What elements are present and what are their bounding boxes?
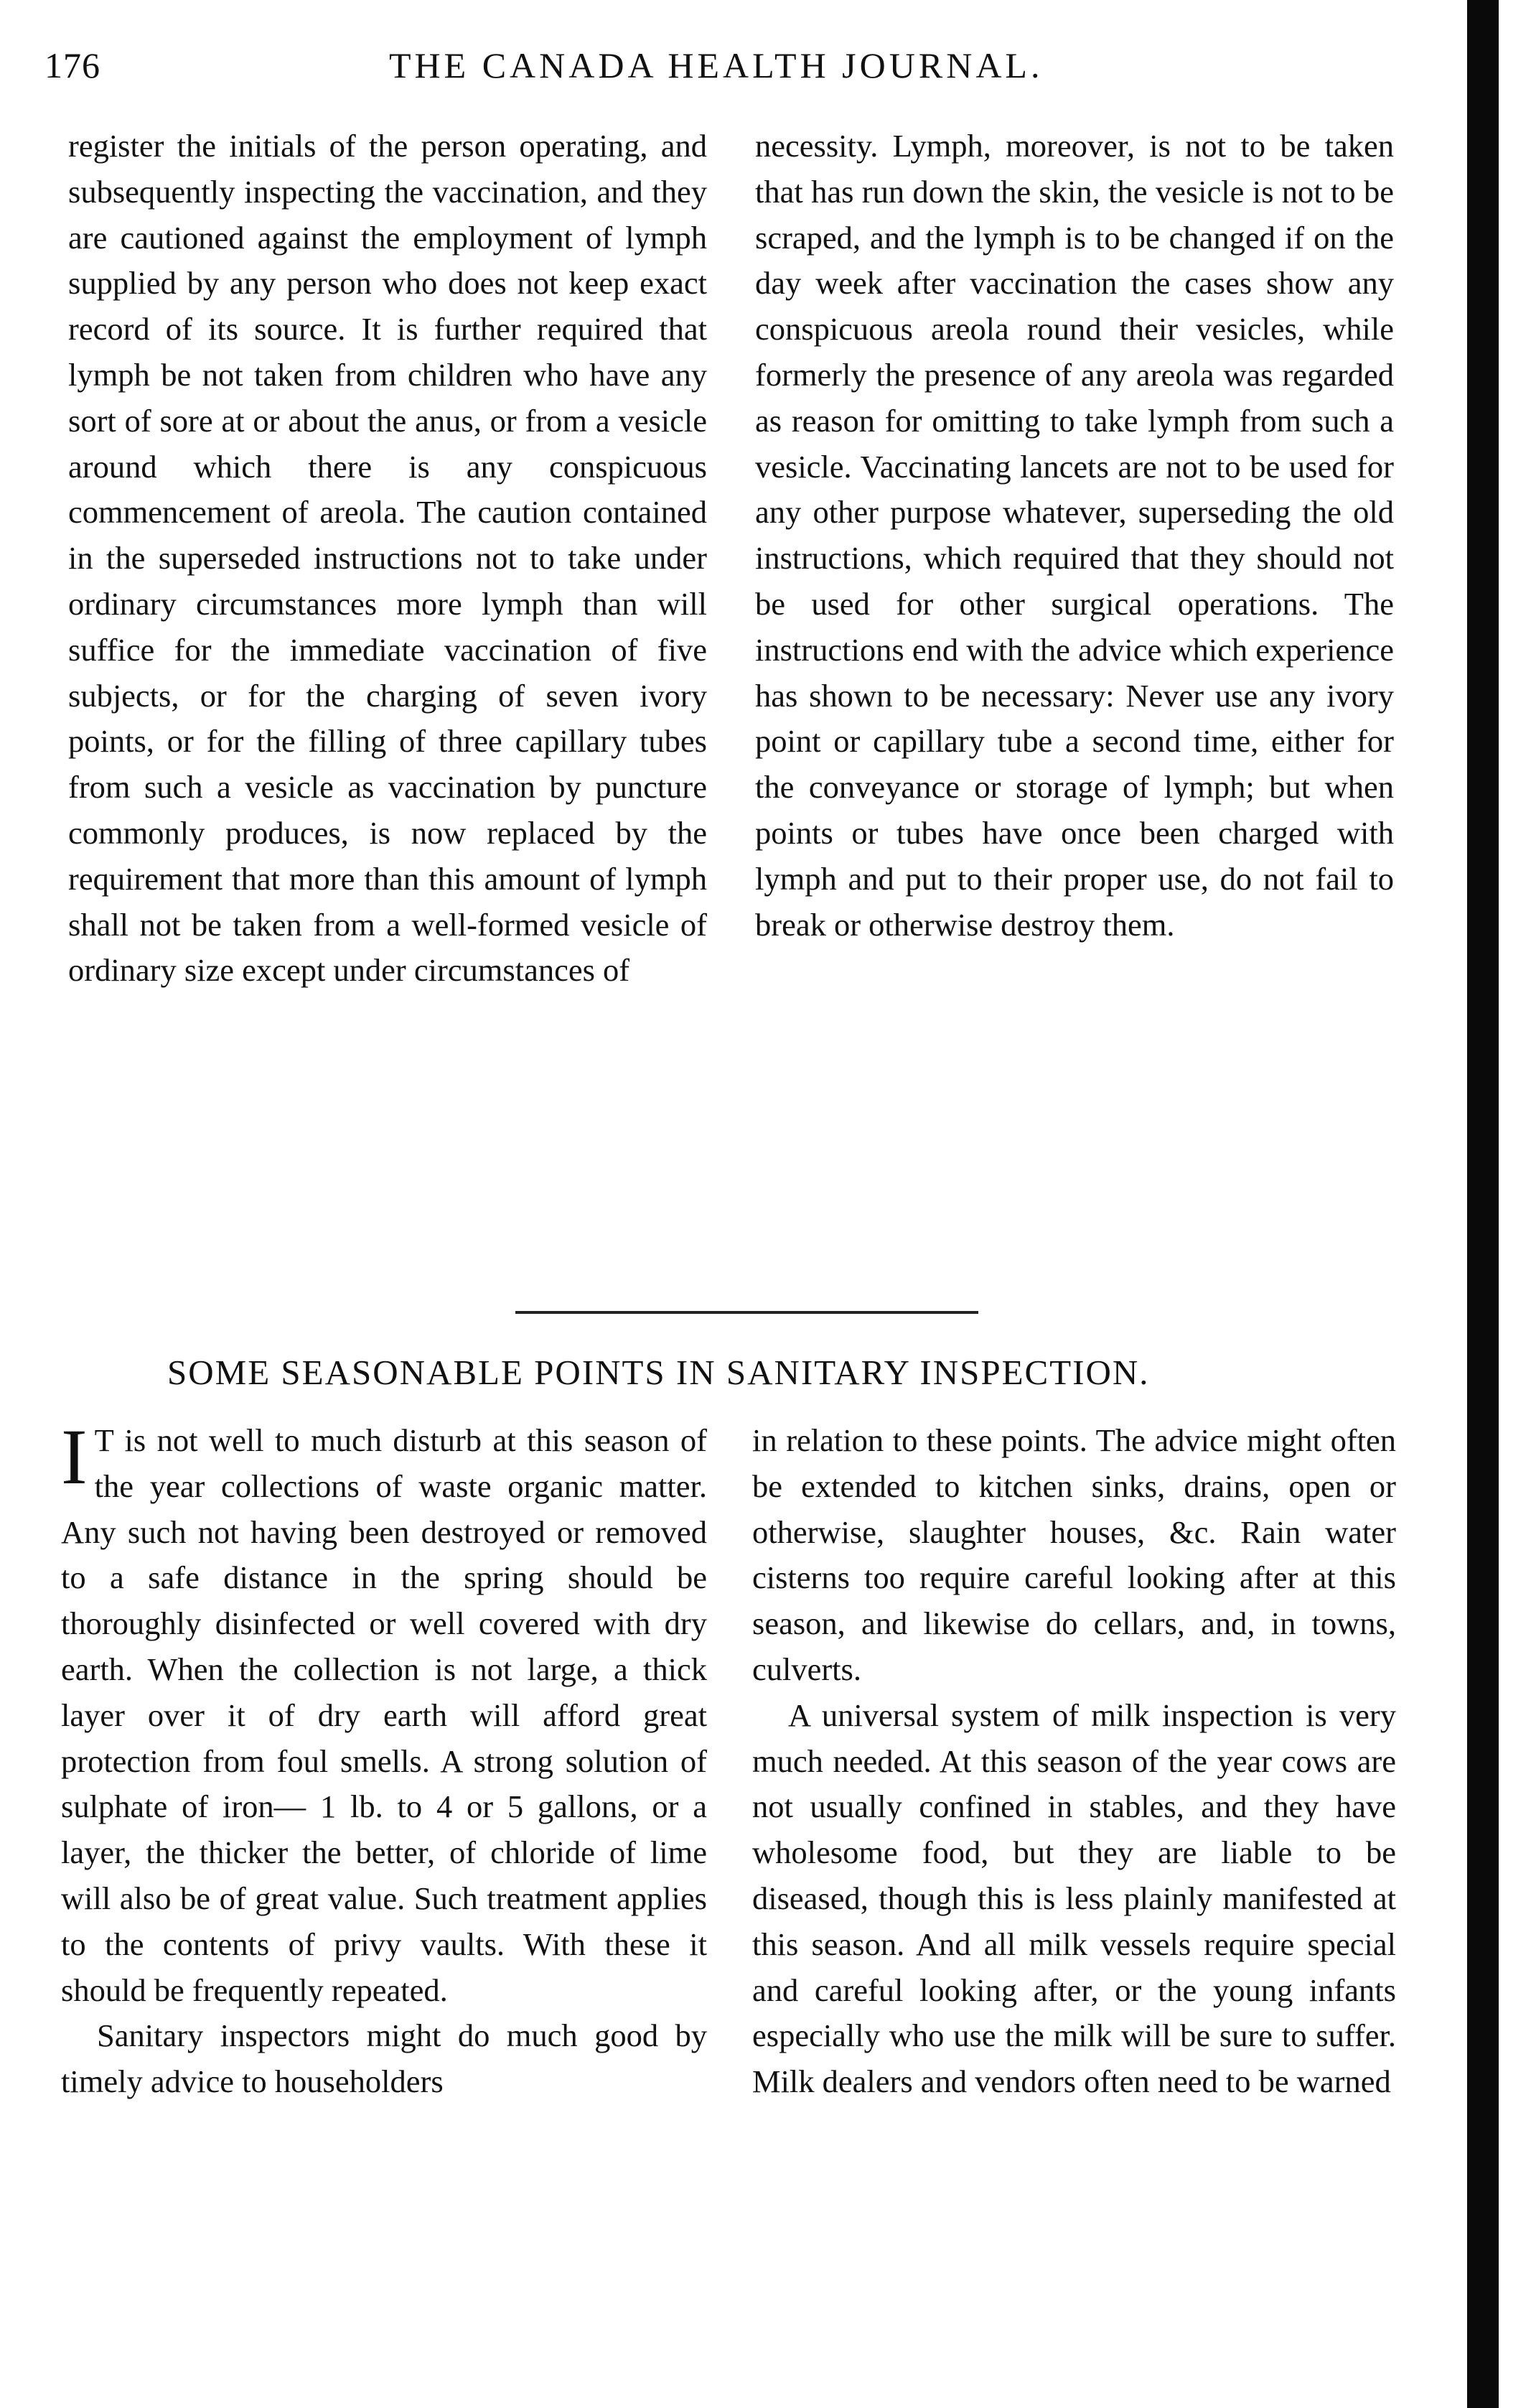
article-paragraph-3: A universal system of milk inspection is very much needed. At this season of the year cows are not usually confined in stables, and they have wholesome food, but they are liable to be diseased, though this is less plainly manifested at this season. And all milk vessels require special and careful looking after, or the young infants especially who use the milk will be sure to suffer. Milk dealers and vendors often need to be warned [752,1697,1396,2100]
vaccination-text-conclusion: necessity. Lymph, moreover, is not to be taken that has run down the skin, the vesicle is not to be scraped, and the lymph is to be changed if on the day week after vaccination the cases show any conspicuous areola round their vesicles, while formerly the presence of any areola was regarded as reason for omitting to take lymph from such a vesicle. Vaccinating lancets are not to be used for any other purpose whatever, superseding the old instructions, which required that they should not be used for other surgical operations. The instructions end with the advice which experience has shown to be necessary: Never use any ivory point or capillary tube a second time, either for the conveyance or storage of lymph; but when points or tubes have once been charged with lymph and put to their proper use, do not fail to break or otherwise destroy them. [755,128,1394,943]
bottom-right-column [752,1418,1396,2105]
section-title: SOME SEASONABLE POINTS IN SANITARY INSPECTION. [167,1353,1150,1392]
scan-edge-shadow [1467,0,1499,2408]
page-number: 176 [45,45,100,85]
article-paragraph-1-text: T is not well to much disturb at this season of the year collections of waste organic matter. Any such not having been destroyed or removed to a safe distance in the spring should be thoroughly disinfected or well covered with dry earth. When the collection is not large, a thick layer over it of dry earth will afford great protection from foul smells. A strong solution of sulphate of iron— 1 lb. to 4 or 5 gallons, or a layer, the thicker the better, of chloride of lime will also be of great value. Such treatment applies to the contents of privy vaults. With these it should be frequently repeated. [61,1422,707,2008]
article-paragraph-2-continued: in relation to these points. The advice might often be extended to kitchen sinks, drains, open or otherwise, slaughter houses, &c. Rain water cisterns too require careful looking after at this season, and likewise do cellars, and, in towns, culverts. [752,1422,1396,1687]
article-paragraph-1 [61,1413,707,2013]
top-right-column [755,123,1394,948]
article-paragraph-2: Sanitary inspectors might do much good by timely advice to householders [61,2017,707,2100]
running-title: THE CANADA HEALTH JOURNAL. [389,45,1044,85]
drop-cap: I [61,1413,88,1501]
vaccination-text-continued: register the initials of the person operating, and subsequently inspecting the vaccination, and they are cautioned against the employment of lymph supplied by any person who does not keep exact record of its source. It is further required that lymph be not taken from children who have any sort of sore at or about the anus, or from a vesicle around which there is any conspicuous commencement of areola. The caution contained in the superseded instructions not to take under ordinary circumstances more lymph than will suffice for the immediate vaccination of five subjects, or for the charging of seven ivory points, or for the filling of three capillary tubes from such a vesicle as vaccination by puncture commonly produces, is now replaced by the requirement that more than this amount of lymph shall not be taken from a well-formed vesicle of ordinary size except under circumstances of [68,128,707,989]
top-left-column [68,123,707,994]
bottom-left-column [61,1413,707,2105]
section-divider [515,1311,978,1314]
page-header [45,45,1430,102]
